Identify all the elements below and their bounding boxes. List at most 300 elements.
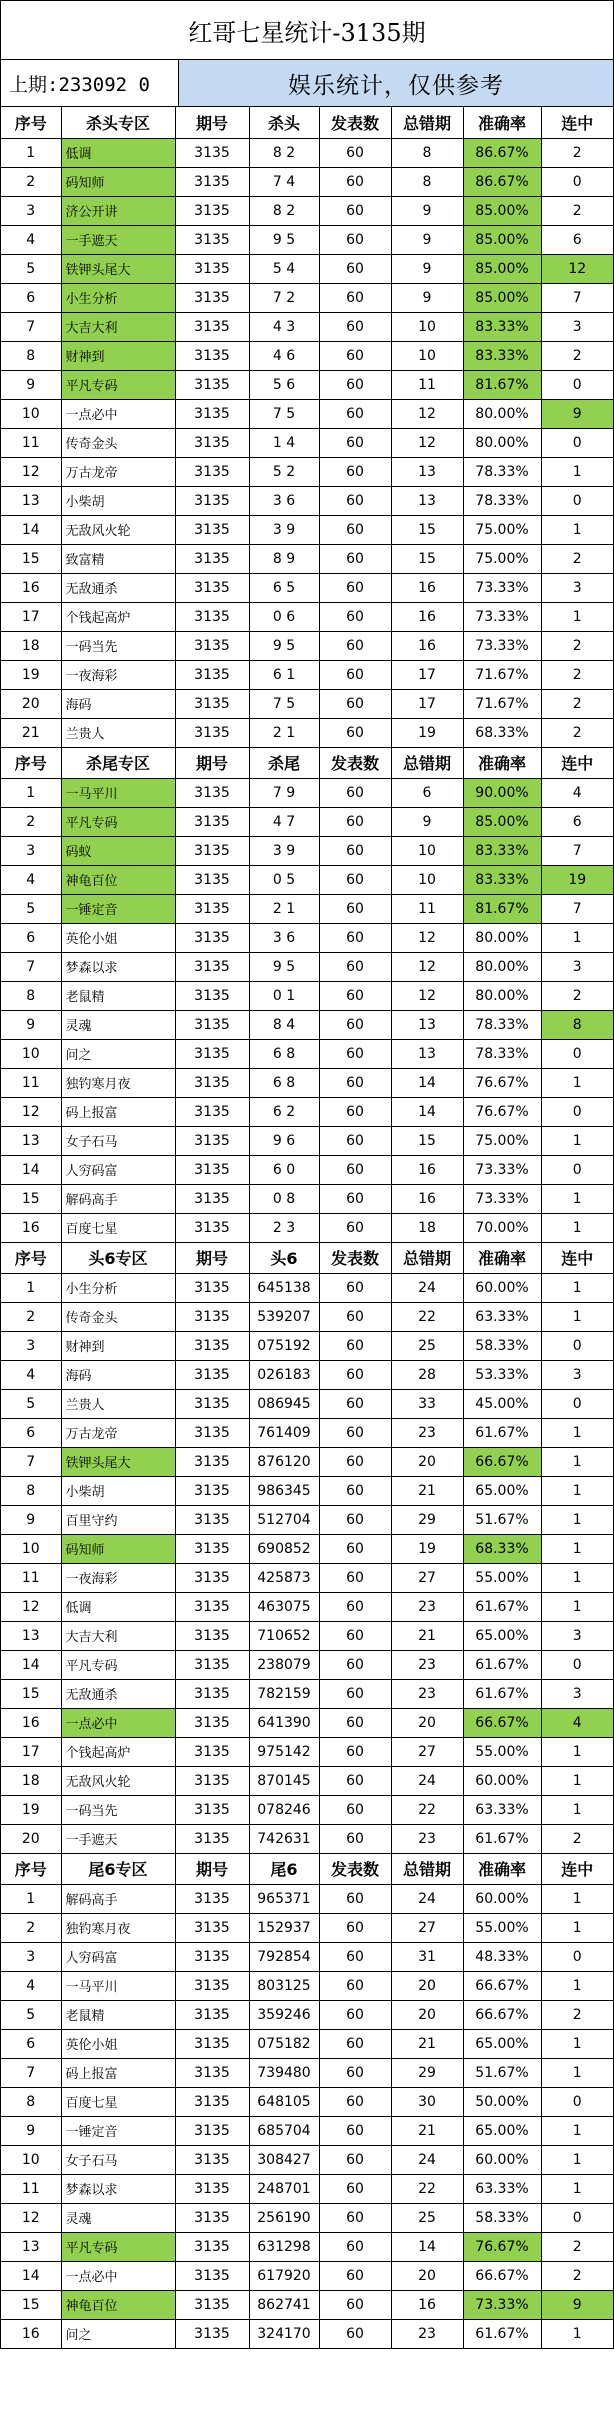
miss-count: 16 (391, 2290, 463, 2319)
row-number: 13 (1, 486, 61, 515)
table-row (1, 573, 613, 602)
win-streak: 1 (541, 2319, 613, 2348)
post-count: 60 (319, 689, 391, 718)
expert-name: 一锤定音 (61, 2116, 175, 2145)
win-streak: 2 (541, 138, 613, 167)
table-row (1, 1679, 613, 1708)
win-streak: 1 (541, 1302, 613, 1331)
issue-number: 3135 (175, 894, 249, 923)
miss-count: 20 (391, 2261, 463, 2290)
issue-number: 3135 (175, 2029, 249, 2058)
miss-count: 25 (391, 1331, 463, 1360)
miss-count: 9 (391, 196, 463, 225)
post-count: 60 (319, 1039, 391, 1068)
issue-number: 3135 (175, 515, 249, 544)
accuracy: 60.00% (463, 1766, 541, 1795)
row-number: 13 (1, 1621, 61, 1650)
accuracy: 55.00% (463, 1563, 541, 1592)
miss-count: 16 (391, 573, 463, 602)
accuracy: 73.33% (463, 602, 541, 631)
prediction: 631298 (249, 2232, 319, 2261)
row-number: 6 (1, 923, 61, 952)
accuracy: 66.67% (463, 1447, 541, 1476)
accuracy: 80.00% (463, 428, 541, 457)
column-header: 准确率 (463, 107, 541, 138)
post-count: 60 (319, 1389, 391, 1418)
row-number: 9 (1, 1010, 61, 1039)
expert-name: 传奇金头 (61, 428, 175, 457)
accuracy: 81.67% (463, 894, 541, 923)
row-number: 5 (1, 894, 61, 923)
win-streak: 1 (541, 457, 613, 486)
table-row (1, 1476, 613, 1505)
expert-name: 大吉大利 (61, 1621, 175, 1650)
post-count: 60 (319, 1360, 391, 1389)
prediction: 324170 (249, 2319, 319, 2348)
miss-count: 22 (391, 1302, 463, 1331)
row-number: 14 (1, 1650, 61, 1679)
table-row (1, 1737, 613, 1766)
expert-name: 梦森以求 (61, 952, 175, 981)
miss-count: 14 (391, 1068, 463, 1097)
row-number: 8 (1, 1476, 61, 1505)
post-count: 60 (319, 428, 391, 457)
prediction: 8 4 (249, 1010, 319, 1039)
win-streak: 7 (541, 894, 613, 923)
row-number: 8 (1, 2087, 61, 2116)
accuracy: 60.00% (463, 2145, 541, 2174)
prediction: 739480 (249, 2058, 319, 2087)
expert-name: 英伦小姐 (61, 2029, 175, 2058)
table-row (1, 923, 613, 952)
issue-number: 3135 (175, 1913, 249, 1942)
post-count: 60 (319, 1273, 391, 1302)
issue-number: 3135 (175, 399, 249, 428)
prediction: 975142 (249, 1737, 319, 1766)
expert-name: 解码高手 (61, 1884, 175, 1913)
accuracy: 60.00% (463, 1884, 541, 1913)
prediction: 8 2 (249, 138, 319, 167)
expert-name: 平凡专码 (61, 2232, 175, 2261)
issue-number: 3135 (175, 1010, 249, 1039)
row-number: 10 (1, 2145, 61, 2174)
stats-table (1, 107, 613, 2349)
miss-count: 20 (391, 1708, 463, 1737)
expert-name: 传奇金头 (61, 1302, 175, 1331)
table-row (1, 2145, 613, 2174)
post-count: 60 (319, 1331, 391, 1360)
column-header: 期号 (175, 1853, 249, 1884)
expert-name: 百度七星 (61, 2087, 175, 2116)
issue-number: 3135 (175, 457, 249, 486)
table-row (1, 1884, 613, 1913)
expert-name: 一夜海彩 (61, 1563, 175, 1592)
column-header: 发表数 (319, 1853, 391, 1884)
prediction: 6 8 (249, 1068, 319, 1097)
win-streak: 8 (541, 1010, 613, 1039)
row-number: 7 (1, 312, 61, 341)
row-number: 17 (1, 1737, 61, 1766)
row-number: 8 (1, 341, 61, 370)
prediction: 862741 (249, 2290, 319, 2319)
expert-name: 码上报富 (61, 1097, 175, 1126)
win-streak: 0 (541, 2087, 613, 2116)
win-streak: 0 (541, 167, 613, 196)
issue-number: 3135 (175, 778, 249, 807)
issue-number: 3135 (175, 312, 249, 341)
accuracy: 71.67% (463, 660, 541, 689)
post-count: 60 (319, 1824, 391, 1853)
prediction: 359246 (249, 2000, 319, 2029)
table-row (1, 457, 613, 486)
win-streak: 2 (541, 689, 613, 718)
issue-number: 3135 (175, 836, 249, 865)
post-count: 60 (319, 1766, 391, 1795)
table-row (1, 2174, 613, 2203)
accuracy: 61.67% (463, 1592, 541, 1621)
post-count: 60 (319, 254, 391, 283)
last-issue-result: 上期:233092 0 (1, 60, 179, 106)
table-row (1, 981, 613, 1010)
miss-count: 17 (391, 689, 463, 718)
table-row (1, 2261, 613, 2290)
expert-name: 低调 (61, 138, 175, 167)
accuracy: 75.00% (463, 515, 541, 544)
post-count: 60 (319, 1708, 391, 1737)
expert-name: 致富精 (61, 544, 175, 573)
prediction: 2 3 (249, 1213, 319, 1242)
post-count: 60 (319, 312, 391, 341)
prediction: 641390 (249, 1708, 319, 1737)
table-row (1, 1942, 613, 1971)
column-header: 杀头 (249, 107, 319, 138)
win-streak: 2 (541, 2000, 613, 2029)
expert-name: 无敌通杀 (61, 573, 175, 602)
row-number: 5 (1, 2000, 61, 2029)
expert-name: 平凡专码 (61, 807, 175, 836)
accuracy: 78.33% (463, 457, 541, 486)
prediction: 6 2 (249, 1097, 319, 1126)
miss-count: 27 (391, 1913, 463, 1942)
miss-count: 13 (391, 457, 463, 486)
post-count: 60 (319, 1679, 391, 1708)
win-streak: 2 (541, 2261, 613, 2290)
accuracy: 80.00% (463, 923, 541, 952)
accuracy: 66.67% (463, 2000, 541, 2029)
prediction: 238079 (249, 1650, 319, 1679)
accuracy: 63.33% (463, 1795, 541, 1824)
prediction: 5 4 (249, 254, 319, 283)
accuracy: 83.33% (463, 836, 541, 865)
expert-name: 无敌通杀 (61, 1679, 175, 1708)
prediction: 4 6 (249, 341, 319, 370)
table-row (1, 1155, 613, 1184)
accuracy: 76.67% (463, 1068, 541, 1097)
win-streak: 7 (541, 836, 613, 865)
table-row (1, 1621, 613, 1650)
column-header: 总错期 (391, 107, 463, 138)
accuracy: 73.33% (463, 1155, 541, 1184)
table-row (1, 225, 613, 254)
win-streak: 1 (541, 1913, 613, 1942)
prediction: 248701 (249, 2174, 319, 2203)
row-number: 10 (1, 399, 61, 428)
post-count: 60 (319, 660, 391, 689)
win-streak: 1 (541, 2058, 613, 2087)
accuracy: 73.33% (463, 631, 541, 660)
row-number: 9 (1, 370, 61, 399)
post-count: 60 (319, 894, 391, 923)
table-row (1, 2116, 613, 2145)
table-row (1, 2087, 613, 2116)
miss-count: 10 (391, 836, 463, 865)
miss-count: 12 (391, 923, 463, 952)
expert-name: 万古龙帝 (61, 457, 175, 486)
table-row (1, 807, 613, 836)
win-streak: 1 (541, 1213, 613, 1242)
miss-count: 10 (391, 865, 463, 894)
post-count: 60 (319, 1155, 391, 1184)
win-streak: 0 (541, 1039, 613, 1068)
row-number: 12 (1, 2203, 61, 2232)
table-row (1, 660, 613, 689)
issue-number: 3135 (175, 225, 249, 254)
row-number: 6 (1, 283, 61, 312)
accuracy: 78.33% (463, 1010, 541, 1039)
expert-name: 人穷码富 (61, 1155, 175, 1184)
table-row (1, 718, 613, 747)
issue-number: 3135 (175, 631, 249, 660)
column-header: 连中 (541, 107, 613, 138)
prediction: 710652 (249, 1621, 319, 1650)
prediction: 026183 (249, 1360, 319, 1389)
table-row (1, 1213, 613, 1242)
prediction: 152937 (249, 1913, 319, 1942)
post-count: 60 (319, 138, 391, 167)
miss-count: 33 (391, 1389, 463, 1418)
column-header: 尾6专区 (61, 1853, 175, 1884)
expert-name: 一点必中 (61, 399, 175, 428)
post-count: 60 (319, 515, 391, 544)
table-row (1, 1708, 613, 1737)
accuracy: 75.00% (463, 1126, 541, 1155)
accuracy: 66.67% (463, 2261, 541, 2290)
issue-number: 3135 (175, 1302, 249, 1331)
accuracy: 78.33% (463, 486, 541, 515)
expert-name: 老鼠精 (61, 981, 175, 1010)
prediction: 078246 (249, 1795, 319, 1824)
expert-name: 小柴胡 (61, 486, 175, 515)
row-number: 14 (1, 515, 61, 544)
expert-name: 无敌风火轮 (61, 515, 175, 544)
accuracy: 78.33% (463, 1039, 541, 1068)
win-streak: 1 (541, 2145, 613, 2174)
stats-table-body (1, 107, 613, 2348)
prediction: 645138 (249, 1273, 319, 1302)
post-count: 60 (319, 1068, 391, 1097)
table-row (1, 428, 613, 457)
row-number: 4 (1, 1360, 61, 1389)
miss-count: 21 (391, 1621, 463, 1650)
issue-number: 3135 (175, 1824, 249, 1853)
table-row (1, 1360, 613, 1389)
accuracy: 85.00% (463, 196, 541, 225)
win-streak: 9 (541, 399, 613, 428)
post-count: 60 (319, 2203, 391, 2232)
prediction: 648105 (249, 2087, 319, 2116)
win-streak: 1 (541, 1476, 613, 1505)
row-number: 8 (1, 981, 61, 1010)
post-count: 60 (319, 225, 391, 254)
row-number: 20 (1, 689, 61, 718)
issue-number: 3135 (175, 660, 249, 689)
win-streak: 1 (541, 2174, 613, 2203)
table-row (1, 341, 613, 370)
expert-name: 平凡专码 (61, 370, 175, 399)
miss-count: 24 (391, 1766, 463, 1795)
table-row (1, 2232, 613, 2261)
accuracy: 55.00% (463, 1737, 541, 1766)
miss-count: 23 (391, 1650, 463, 1679)
issue-number: 3135 (175, 1563, 249, 1592)
accuracy: 73.33% (463, 573, 541, 602)
miss-count: 21 (391, 1476, 463, 1505)
post-count: 60 (319, 1126, 391, 1155)
post-count: 60 (319, 2232, 391, 2261)
column-header: 杀尾 (249, 747, 319, 778)
miss-count: 23 (391, 1592, 463, 1621)
issue-number: 3135 (175, 689, 249, 718)
row-number: 7 (1, 952, 61, 981)
issue-number: 3135 (175, 196, 249, 225)
miss-count: 18 (391, 1213, 463, 1242)
row-number: 2 (1, 1913, 61, 1942)
row-number: 18 (1, 1766, 61, 1795)
table-row (1, 167, 613, 196)
win-streak: 2 (541, 631, 613, 660)
table-row (1, 1824, 613, 1853)
miss-count: 14 (391, 1097, 463, 1126)
issue-number: 3135 (175, 2203, 249, 2232)
issue-number: 3135 (175, 1213, 249, 1242)
miss-count: 15 (391, 1126, 463, 1155)
expert-name: 灵魂 (61, 1010, 175, 1039)
miss-count: 23 (391, 1418, 463, 1447)
accuracy: 66.67% (463, 1971, 541, 2000)
expert-name: 解码高手 (61, 1184, 175, 1213)
win-streak: 4 (541, 778, 613, 807)
expert-name: 码知师 (61, 1534, 175, 1563)
accuracy: 86.67% (463, 167, 541, 196)
post-count: 60 (319, 1942, 391, 1971)
column-header: 发表数 (319, 1242, 391, 1273)
table-row (1, 1447, 613, 1476)
miss-count: 23 (391, 2319, 463, 2348)
miss-count: 28 (391, 1360, 463, 1389)
miss-count: 24 (391, 1273, 463, 1302)
column-header: 杀尾专区 (61, 747, 175, 778)
column-header: 头6 (249, 1242, 319, 1273)
table-row (1, 1592, 613, 1621)
row-number: 11 (1, 2174, 61, 2203)
prediction: 761409 (249, 1418, 319, 1447)
issue-number: 3135 (175, 486, 249, 515)
expert-name: 一点必中 (61, 2261, 175, 2290)
prediction: 0 5 (249, 865, 319, 894)
win-streak: 1 (541, 1418, 613, 1447)
issue-number: 3135 (175, 1476, 249, 1505)
row-number: 12 (1, 1097, 61, 1126)
win-streak: 2 (541, 341, 613, 370)
miss-count: 12 (391, 981, 463, 1010)
miss-count: 11 (391, 894, 463, 923)
post-count: 60 (319, 718, 391, 747)
accuracy: 66.67% (463, 1708, 541, 1737)
win-streak: 1 (541, 1068, 613, 1097)
expert-name: 个钱起高炉 (61, 1737, 175, 1766)
prediction: 512704 (249, 1505, 319, 1534)
issue-number: 3135 (175, 138, 249, 167)
post-count: 60 (319, 1592, 391, 1621)
expert-name: 一马平川 (61, 778, 175, 807)
miss-count: 13 (391, 1039, 463, 1068)
post-count: 60 (319, 1737, 391, 1766)
issue-number: 3135 (175, 1331, 249, 1360)
miss-count: 16 (391, 602, 463, 631)
expert-name: 一码当先 (61, 1795, 175, 1824)
win-streak: 2 (541, 660, 613, 689)
prediction: 7 5 (249, 399, 319, 428)
table-row (1, 515, 613, 544)
row-number: 2 (1, 807, 61, 836)
win-streak: 1 (541, 1534, 613, 1563)
issue-number: 3135 (175, 1795, 249, 1824)
miss-count: 9 (391, 807, 463, 836)
miss-count: 24 (391, 2145, 463, 2174)
miss-count: 12 (391, 399, 463, 428)
prediction: 3 6 (249, 486, 319, 515)
prediction: 3 6 (249, 923, 319, 952)
issue-number: 3135 (175, 1534, 249, 1563)
prediction: 4 3 (249, 312, 319, 341)
prediction: 986345 (249, 1476, 319, 1505)
prediction: 0 6 (249, 602, 319, 631)
row-number: 16 (1, 2319, 61, 2348)
expert-name: 一点必中 (61, 1708, 175, 1737)
row-number: 15 (1, 544, 61, 573)
expert-name: 神龟百位 (61, 2290, 175, 2319)
post-count: 60 (319, 836, 391, 865)
row-number: 6 (1, 2029, 61, 2058)
issue-number: 3135 (175, 283, 249, 312)
issue-number: 3135 (175, 1971, 249, 2000)
miss-count: 31 (391, 1942, 463, 1971)
table-row (1, 2290, 613, 2319)
issue-number: 3135 (175, 1155, 249, 1184)
prediction: 6 1 (249, 660, 319, 689)
expert-name: 一锤定音 (61, 894, 175, 923)
prediction: 5 2 (249, 457, 319, 486)
table-row (1, 1331, 613, 1360)
miss-count: 15 (391, 544, 463, 573)
column-header: 连中 (541, 1853, 613, 1884)
accuracy: 63.33% (463, 1302, 541, 1331)
win-streak: 1 (541, 515, 613, 544)
post-count: 60 (319, 1097, 391, 1126)
win-streak: 1 (541, 1592, 613, 1621)
table-row (1, 1418, 613, 1447)
column-header: 连中 (541, 747, 613, 778)
